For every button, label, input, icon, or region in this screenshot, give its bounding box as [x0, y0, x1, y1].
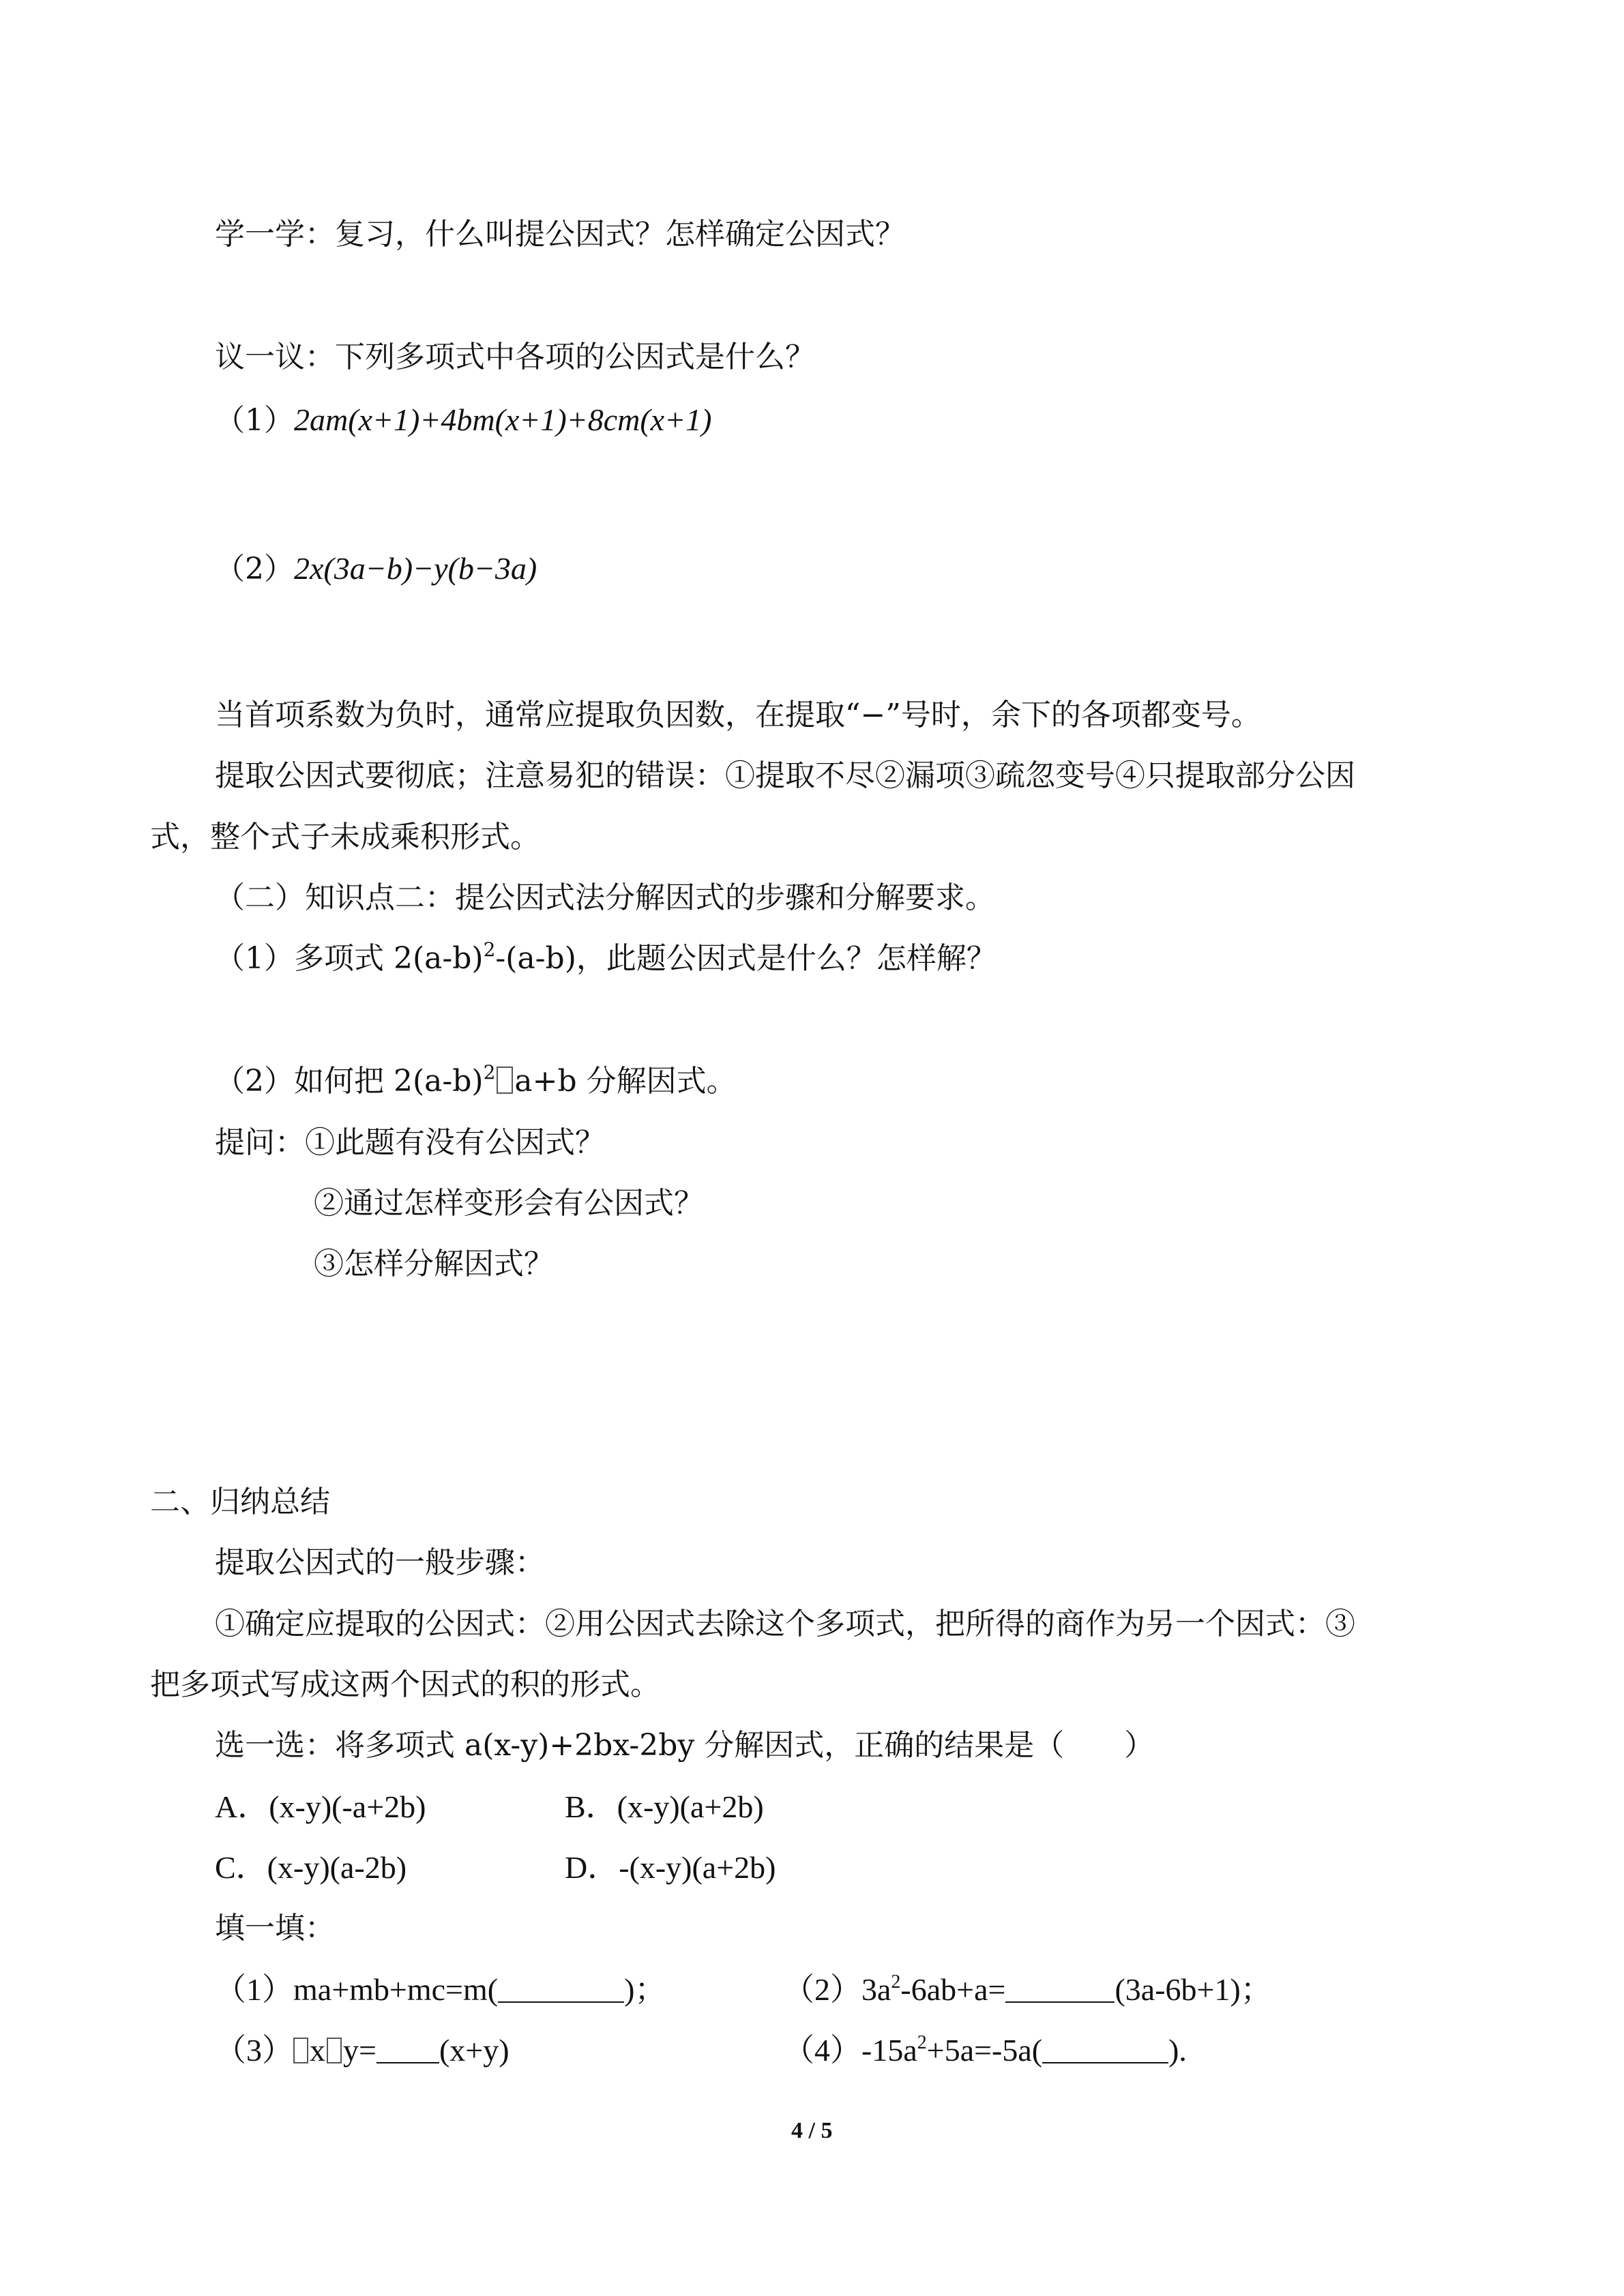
ask-item-1: ①此题有没有公因式？ — [305, 1125, 605, 1160]
steps-line-2: 把多项式写成这两个因式的积的形式。 — [150, 1667, 660, 1702]
ask-item-3: ③怎样分解因式？ — [314, 1247, 554, 1281]
steps-title: 提取公因式的一般步骤： — [215, 1545, 545, 1580]
fill-1-end: )； — [624, 1972, 666, 2007]
fill-2-mid: -6ab+a= — [900, 1972, 1006, 2007]
section-2-heading: 二、归纳总结 — [150, 1485, 330, 1519]
fill-2-blank — [1005, 1970, 1114, 2003]
fill-item-4 — [783, 2030, 1187, 2071]
negative-note: 当首项系数为负时，通常应提取负因数，在提取“−”号时，余下的各项都变号。 — [215, 698, 1261, 732]
question-1-label: （1） — [215, 403, 294, 438]
fill-4-exponent: 2 — [917, 2032, 927, 2053]
fill-4-text: （4）-15a — [783, 2033, 917, 2068]
steps-line-1: ①确定应提取的公因式：②用公因式去除这个多项式，把所得的商作为另一个因式：③ — [215, 1607, 1355, 1641]
discuss-line: 议一议：下列多项式中各项的公因式是什么？ — [215, 340, 815, 374]
thorough-note-line-1: 提取公因式要彻底；注意易犯的错误：①提取不尽②漏项③疏忽变号④只提取部分公因 — [215, 758, 1355, 793]
question-2 — [215, 548, 537, 589]
ask-line-1 — [215, 1122, 605, 1163]
kp2-q2-text: （2）如何把 2(a-b) — [215, 1064, 484, 1099]
option-b: B．(x-y)(a+2b) — [565, 1789, 764, 1824]
fill-title: 填一填： — [215, 1911, 335, 1945]
learn-line: 学一学：复习，什么叫提公因式？怎样确定公因式？ — [215, 217, 905, 252]
page-number: 4 / 5 — [791, 2118, 833, 2143]
fill-2-end: (3a-6b+1)； — [1114, 1972, 1272, 2007]
question-1-expression: 2am(x+1)+4bm(x+1)+8cm(x+1) — [294, 402, 712, 437]
thorough-note-line-2: 式，整个式子未成乘积形式。 — [150, 820, 540, 854]
fill-4-end: ). — [1168, 2033, 1187, 2068]
option-c: C．(x-y)(a-2b) — [215, 1850, 407, 1885]
fill-item-1 — [215, 1969, 666, 2010]
option-a: A．(x-y)(-a+2b) — [215, 1789, 426, 1824]
fill-4-blank — [1042, 2031, 1168, 2063]
fill-3-label: （3） — [215, 2033, 293, 2068]
fill-2-exponent: 2 — [891, 1971, 901, 1993]
fill-4-mid: +5a=-5a( — [926, 2033, 1043, 2068]
option-d: D．-(x-y)(a+2b) — [565, 1850, 776, 1885]
missing-glyph-box — [497, 1067, 513, 1094]
missing-glyph-box — [327, 2038, 342, 2063]
fill-item-2 — [783, 1969, 1272, 2010]
ask-label: 提问： — [215, 1125, 305, 1160]
kp2-question-1 — [215, 938, 996, 979]
fill-2-text: （2）3a — [783, 1972, 891, 2007]
fill-1-blank — [498, 1970, 624, 2003]
ask-item-2: ②通过怎样变形会有公因式？ — [314, 1186, 704, 1221]
question-2-label: （2） — [215, 552, 294, 586]
fill-item-3: （3） x y= (x+y) — [215, 2030, 510, 2071]
fill-1-text: （1）ma+mb+mc=m( — [215, 1972, 499, 2007]
kp2-q1-rest: -(a-b)，此题公因式是什么？怎样解？ — [495, 941, 996, 976]
question-1 — [215, 400, 711, 441]
kp2-q1-exponent: 2 — [483, 938, 496, 961]
choose-question: 选一选：将多项式 a(x-y)+2bx-2by 分解因式，正确的结果是（ ） — [215, 1728, 1155, 1763]
fill-3-end: (x+y) — [439, 2033, 510, 2068]
kp2-q1-text: （1）多项式 2(a-b) — [215, 941, 484, 976]
kp2-q2-rest: a+b 分解因式。 — [514, 1064, 737, 1099]
kp2-q2-exponent: 2 — [483, 1061, 496, 1084]
missing-glyph-box — [293, 2038, 308, 2063]
kp2-question-2 — [215, 1061, 737, 1102]
question-2-expression: 2x(3a−b)−y(b−3a) — [294, 551, 537, 586]
knowledge-point-2: （二）知识点二：提公因式法分解因式的步骤和分解要求。 — [215, 880, 995, 915]
fill-3-blank — [377, 2031, 439, 2063]
